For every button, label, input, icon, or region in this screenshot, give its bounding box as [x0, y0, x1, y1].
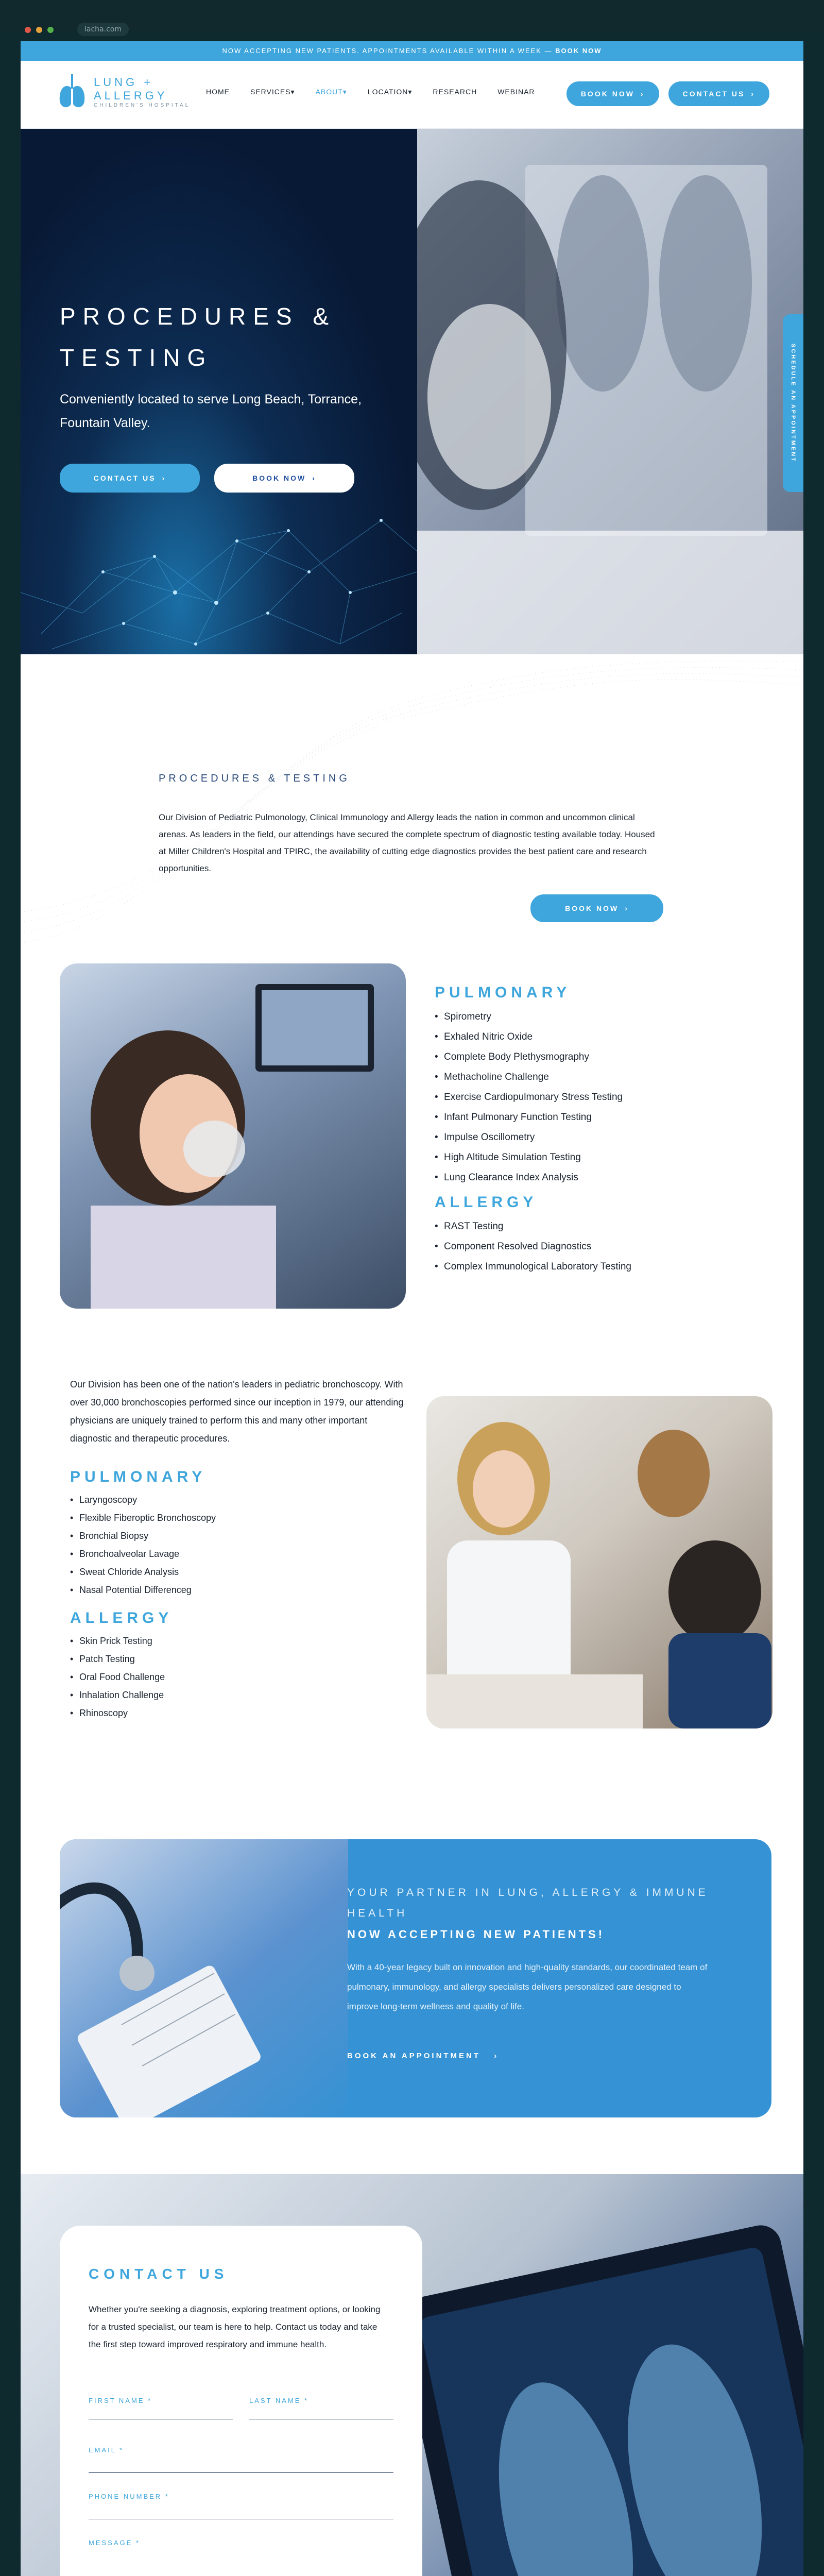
- logo-tagline: CHILDREN'S HOSPITAL: [94, 102, 191, 108]
- photo-shapes: [60, 963, 406, 1309]
- contact-heading: CONTACT US: [89, 2266, 229, 2282]
- minimize-dot[interactable]: [36, 27, 42, 33]
- chevron-right-icon: ›: [751, 90, 755, 98]
- address-bar[interactable]: lacha.com: [77, 23, 129, 36]
- testing-lists: [435, 984, 631, 1277]
- nav-item-location[interactable]: LOCATION▾: [367, 88, 413, 96]
- announcement-text: NOW ACCEPTING NEW PATIENTS. APPOINTMENTS AVAILABLE WITHIN A WEEK —: [222, 47, 556, 55]
- child-nebulizer-photo: [60, 963, 406, 1309]
- logo-line-2: ALLERGY: [94, 89, 168, 102]
- first-name-label: FIRST NAME *: [89, 2397, 152, 2404]
- pulmonary-procedures-list: [70, 1491, 216, 1599]
- nav-item-home[interactable]: HOME: [206, 88, 230, 96]
- chevron-right-icon: ›: [312, 474, 316, 482]
- list-item: • RAST Testing: [435, 1216, 631, 1236]
- procedures-block: [21, 1376, 803, 1839]
- nav-contact-label: CONTACT US: [682, 90, 745, 98]
- lungs-logo-icon: [57, 72, 88, 111]
- hero-title-line-2: TESTING: [60, 344, 213, 371]
- list-item: • Rhinoscopy: [70, 1704, 216, 1722]
- main-nav: [21, 61, 803, 129]
- intro-book-button[interactable]: [530, 894, 663, 922]
- contact-form-card: [60, 2226, 422, 2576]
- stethoscope-photo: [60, 1839, 348, 2117]
- list-item: • Bronchial Biopsy: [70, 1527, 216, 1545]
- hero-contact-label: CONTACT US: [93, 474, 156, 482]
- message-field[interactable]: [89, 2539, 393, 2576]
- phone-label: PHONE NUMBER *: [89, 2493, 169, 2500]
- list-item: • Bronchoalveolar Lavage: [70, 1545, 216, 1563]
- list-item: • Methacholine Challenge: [435, 1067, 631, 1087]
- maximize-dot[interactable]: [47, 27, 54, 33]
- hero-book-label: BOOK NOW: [252, 474, 306, 482]
- procedure-lists: [70, 1468, 216, 1722]
- announcement-bar: [21, 41, 803, 61]
- list-item: • Exercise Cardiopulmonary Stress Testing: [435, 1087, 631, 1107]
- hero-photo-shapes: [417, 129, 803, 654]
- intro-heading: PROCEDURES & TESTING: [159, 773, 350, 784]
- close-dot[interactable]: [25, 27, 31, 33]
- phone-input[interactable]: [89, 2501, 393, 2510]
- email-label: EMAIL *: [89, 2446, 124, 2454]
- partner-eyebrow: YOUR PARTNER IN LUNG, ALLERGY & IMMUNE HEALTH: [347, 1887, 709, 1919]
- list-item: • Patch Testing: [70, 1650, 216, 1668]
- announcement-book-link[interactable]: BOOK NOW: [555, 47, 602, 55]
- partner-card: [60, 1839, 771, 2117]
- bronchoscopy-paragraph: Our Division has been one of the nation's leaders in pediatric bronchoscopy. With over 30,000 bronchoscopies performed since our inception in 1979, our attending physicians are uniquely trained to perform this and many other important diagnostic and therapeutic procedures.: [70, 1379, 404, 1444]
- list-item: • Complete Body Plethysmography: [435, 1047, 631, 1067]
- first-name-field[interactable]: [89, 2397, 233, 2419]
- nav-item-services[interactable]: SERVICES▾: [250, 88, 295, 96]
- pulmonary-heading: PULMONARY: [435, 984, 571, 1001]
- partner-body: With a 40-year legacy built on innovation and high-quality standards, our coordinated team of pulmonary, immunology, and allergy specialists delivers personalized care designed to improve long-term wellness and quality of life.: [347, 1962, 708, 2011]
- list-item: • Nasal Potential Differenceg: [70, 1581, 216, 1599]
- photo-shapes: [426, 1396, 772, 1728]
- hero-title: [60, 296, 336, 378]
- partner-title: NOW ACCEPTING NEW PATIENTS!: [347, 1928, 605, 1941]
- list-item: • Oral Food Challenge: [70, 1668, 216, 1686]
- chevron-right-icon: ›: [640, 90, 645, 98]
- phone-field[interactable]: [89, 2493, 393, 2519]
- hero-subtitle: Conveniently located to serve Long Beach, Torrance, Fountain Valley.: [60, 392, 362, 430]
- allergy-procedures-list: [70, 1632, 216, 1722]
- pulmonary-heading: PULMONARY: [70, 1468, 207, 1485]
- list-item: • Exhaled Nitric Oxide: [435, 1027, 631, 1047]
- nav-item-research[interactable]: RESEARCH: [433, 88, 477, 96]
- intro-paragraph: Our Division of Pediatric Pulmonology, Clinical Immunology and Allergy leads the nation in common and uncommon clinical arenas. As leaders in the field, our attendings have secured the complete spectrum of diagnostic testing available today. Housed at Miller Children's Hospital and TPIRC, the availability of cutting edge diagnostics provides the best patient care and research opportunities.: [159, 812, 655, 873]
- hero-title-line-1: PROCEDURES &: [60, 303, 336, 330]
- nav-item-webinar[interactable]: WEBINAR: [497, 88, 535, 96]
- last-name-label: LAST NAME *: [249, 2397, 309, 2404]
- window-controls: [25, 27, 54, 33]
- message-label: MESSAGE *: [89, 2539, 140, 2547]
- site-logo[interactable]: [57, 72, 190, 111]
- pulmonary-list: [435, 1007, 631, 1188]
- contact-section: [21, 2174, 803, 2576]
- chevron-right-icon: ›: [625, 904, 629, 912]
- nav-item-about[interactable]: ABOUT▾: [315, 88, 347, 96]
- nav-contact-button[interactable]: [668, 81, 769, 106]
- contact-intro: Whether you're seeking a diagnosis, exploring treatment options, or looking for a trusted specialist, our team is here to help. Contact us today and take the first step toward improved respiratory and immune health.: [89, 2304, 381, 2349]
- email-field[interactable]: [89, 2446, 393, 2473]
- web-page: [21, 41, 803, 2576]
- partner-section: [21, 1839, 803, 2174]
- hero-section: [21, 129, 803, 654]
- list-item: • Spirometry: [435, 1007, 631, 1027]
- last-name-field[interactable]: [249, 2397, 393, 2419]
- list-item: • Infant Pulmonary Function Testing: [435, 1107, 631, 1127]
- hero-book-button[interactable]: [214, 464, 354, 493]
- nav-book-label: BOOK NOW: [580, 90, 634, 98]
- list-item: • Component Resolved Diagnostics: [435, 1236, 631, 1257]
- list-item: • Inhalation Challenge: [70, 1686, 216, 1704]
- nav-book-button[interactable]: [566, 81, 659, 106]
- hero-buttons: [60, 464, 354, 493]
- list-item: • Flexible Fiberoptic Bronchoscopy: [70, 1509, 216, 1527]
- chevron-right-icon: ›: [494, 2052, 499, 2060]
- allergy-list: [435, 1216, 631, 1277]
- hero-photo-doctor-xray: [417, 129, 803, 654]
- allergy-heading: ALLERGY: [70, 1609, 173, 1626]
- photo-shapes: [60, 1839, 348, 2117]
- list-item: • Skin Prick Testing: [70, 1632, 216, 1650]
- email-input[interactable]: [89, 2455, 393, 2464]
- book-appointment-label: BOOK AN APPOINTMENT: [347, 2052, 481, 2060]
- message-input[interactable]: [89, 2547, 393, 2576]
- first-name-input[interactable]: [89, 2405, 233, 2414]
- book-appointment-link[interactable]: [347, 2052, 499, 2060]
- logo-line-1: LUNG +: [94, 75, 154, 89]
- nav-buttons: [566, 81, 769, 106]
- intro-book-label: BOOK NOW: [565, 904, 619, 912]
- allergy-heading: ALLERGY: [435, 1194, 538, 1211]
- doctor-child-photo: [426, 1396, 772, 1728]
- nav-menu: [206, 88, 535, 96]
- chevron-right-icon: ›: [162, 474, 166, 482]
- diagnostic-testing-block: [21, 963, 803, 1376]
- list-item: • High Altitude Simulation Testing: [435, 1147, 631, 1167]
- schedule-side-tab[interactable]: SCHEDULE AN APPOINTMENT: [783, 314, 803, 492]
- list-item: • Laryngoscopy: [70, 1491, 216, 1509]
- browser-chrome: [0, 0, 824, 31]
- list-item: • Lung Clearance Index Analysis: [435, 1167, 631, 1188]
- list-item: • Impulse Oscillometry: [435, 1127, 631, 1147]
- last-name-input[interactable]: [249, 2405, 393, 2414]
- list-item: • Sweat Chloride Analysis: [70, 1563, 216, 1581]
- list-item: • Complex Immunological Laboratory Testing: [435, 1257, 631, 1277]
- intro-section: [21, 654, 803, 963]
- hero-contact-button[interactable]: [60, 464, 200, 493]
